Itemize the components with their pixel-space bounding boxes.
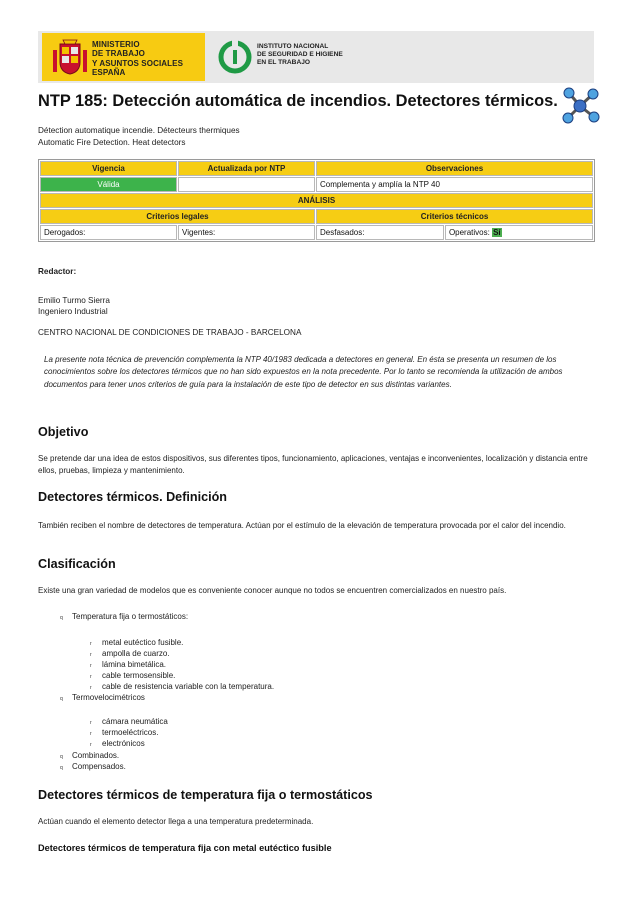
- section-heading-objetivo: Objetivo: [38, 425, 89, 439]
- list-item: q Compensados.: [60, 762, 126, 771]
- list-item: q Termovelocimétricos: [60, 693, 145, 702]
- clasificacion-text: Existe una gran variedad de modelos que es conveniente conocer aunque no todos se encuentren comercializados en nuestro país.: [38, 586, 507, 595]
- header-actualizada: Actualizada por NTP: [178, 161, 315, 176]
- list-item: r ampolla de cuarzo.: [90, 649, 170, 658]
- list-item: q Combinados.: [60, 751, 120, 760]
- bullet-icon: r: [90, 720, 92, 726]
- operativos-value: Sí: [493, 228, 501, 237]
- bullet-icon: r: [90, 685, 92, 691]
- observaciones-value: Complementa y amplía la NTP 40: [316, 177, 593, 192]
- operativos-cell: [445, 225, 593, 240]
- operativos-label: Operativos:: [448, 228, 490, 237]
- section-heading-definicion: Detectores térmicos. Definición: [38, 490, 227, 504]
- bullet-icon: r: [90, 674, 92, 680]
- list-item: r termoeléctricos.: [90, 728, 159, 737]
- page-title: NTP 185: Detección automática de incendios. Detectores térmicos.: [38, 92, 558, 110]
- alt-titles: [38, 125, 240, 148]
- bullet-icon: q: [60, 615, 63, 621]
- fija-text: Actúan cuando el elemento detector llega a una temperatura predeterminada.: [38, 817, 314, 826]
- section-heading-eutectico: Detectores térmicos de temperatura fija con metal eutéctico fusible: [38, 843, 332, 853]
- header-banner: [38, 31, 594, 83]
- list-item: r cable de resistencia variable con la temperatura.: [90, 682, 275, 691]
- institute-logo: [216, 36, 376, 78]
- list-item: q Temperatura fija o termostáticos:: [60, 612, 189, 621]
- criterios-tecnicos: Criterios técnicos: [316, 209, 593, 224]
- derogados-cell: Derogados:: [40, 225, 177, 240]
- objetivo-text: Se pretende dar una idea de estos dispositivos, sus diferentes tipos, funcionamiento, aplicaciones, ventajas e inconvenientes, localización y distancia entre ellos, pruebas, limpieza y mantenimiento.: [38, 454, 588, 476]
- english-title: Automatic Fire Detection. Heat detectors: [38, 137, 186, 147]
- bullet-icon: r: [90, 663, 92, 669]
- bullet-icon: q: [60, 754, 63, 760]
- bullet-icon: r: [90, 652, 92, 658]
- list-item: r electrónicos: [90, 739, 145, 748]
- header-vigencia: Vigencia: [40, 161, 177, 176]
- ministry-name: MINISTERIO DE TRABAJO Y ASUNTOS SOCIALES ESPAÑA: [92, 40, 184, 78]
- french-title: Détection automatique incendie. Détecteurs thermiques: [38, 126, 240, 135]
- institute-logo-icon: [218, 40, 252, 74]
- vigencia-value: Válida: [40, 177, 177, 192]
- status-table: [38, 159, 595, 242]
- bullet-icon: r: [90, 731, 92, 737]
- list-item: r lámina bimetálica.: [90, 660, 167, 669]
- analisis-header: ANÁLISIS: [40, 193, 593, 208]
- ministry-logo: [42, 33, 205, 81]
- author-name: Emilio Turmo Sierra: [38, 296, 110, 305]
- criterios-legales: Criterios legales: [40, 209, 315, 224]
- author-role: Ingeniero Industrial: [38, 307, 108, 316]
- molecule-icon: [560, 84, 602, 126]
- list-item: r cable termosensible.: [90, 671, 176, 680]
- list-item: r metal eutéctico fusible.: [90, 638, 184, 647]
- desfasados-cell: Desfasados:: [316, 225, 444, 240]
- definicion-text: También reciben el nombre de detectores de temperatura. Actúan por el estímulo de la elevación de temperatura provocada por el calor del incendio.: [38, 521, 566, 530]
- bullet-icon: q: [60, 765, 63, 771]
- coat-of-arms-icon: [52, 38, 88, 78]
- section-heading-fija: Detectores térmicos de temperatura fija o termostáticos: [38, 788, 373, 802]
- intro-paragraph: La presente nota técnica de prevención complementa la NTP 40/1983 dedicada a detectores en general. En ésta se presenta un resumen de los conocimientos sobre los detectores térmicos que no han sido expuestos en la nota precedente. Por lo tanto se recomienda la utilización de ambos documentos para tener unos criterios de guía para la instalación de este tipo de detector en sus distintas variantes.: [44, 355, 563, 389]
- institute-name: INSTITUTO NACIONAL DE SEGURIDAD E HIGIENE EN EL TRABAJO: [257, 43, 343, 66]
- section-heading-clasificacion: Clasificación: [38, 557, 116, 571]
- bullet-icon: r: [90, 641, 92, 647]
- bullet-icon: q: [60, 696, 63, 702]
- list-item: r cámara neumática: [90, 717, 168, 726]
- vigentes-cell: Vigentes:: [178, 225, 315, 240]
- actualizada-value: [178, 177, 315, 192]
- author-center: CENTRO NACIONAL DE CONDICIONES DE TRABAJO - BARCELONA: [38, 328, 302, 337]
- header-observaciones: Observaciones: [316, 161, 593, 176]
- author-label: Redactor:: [38, 267, 77, 276]
- bullet-icon: r: [90, 742, 92, 748]
